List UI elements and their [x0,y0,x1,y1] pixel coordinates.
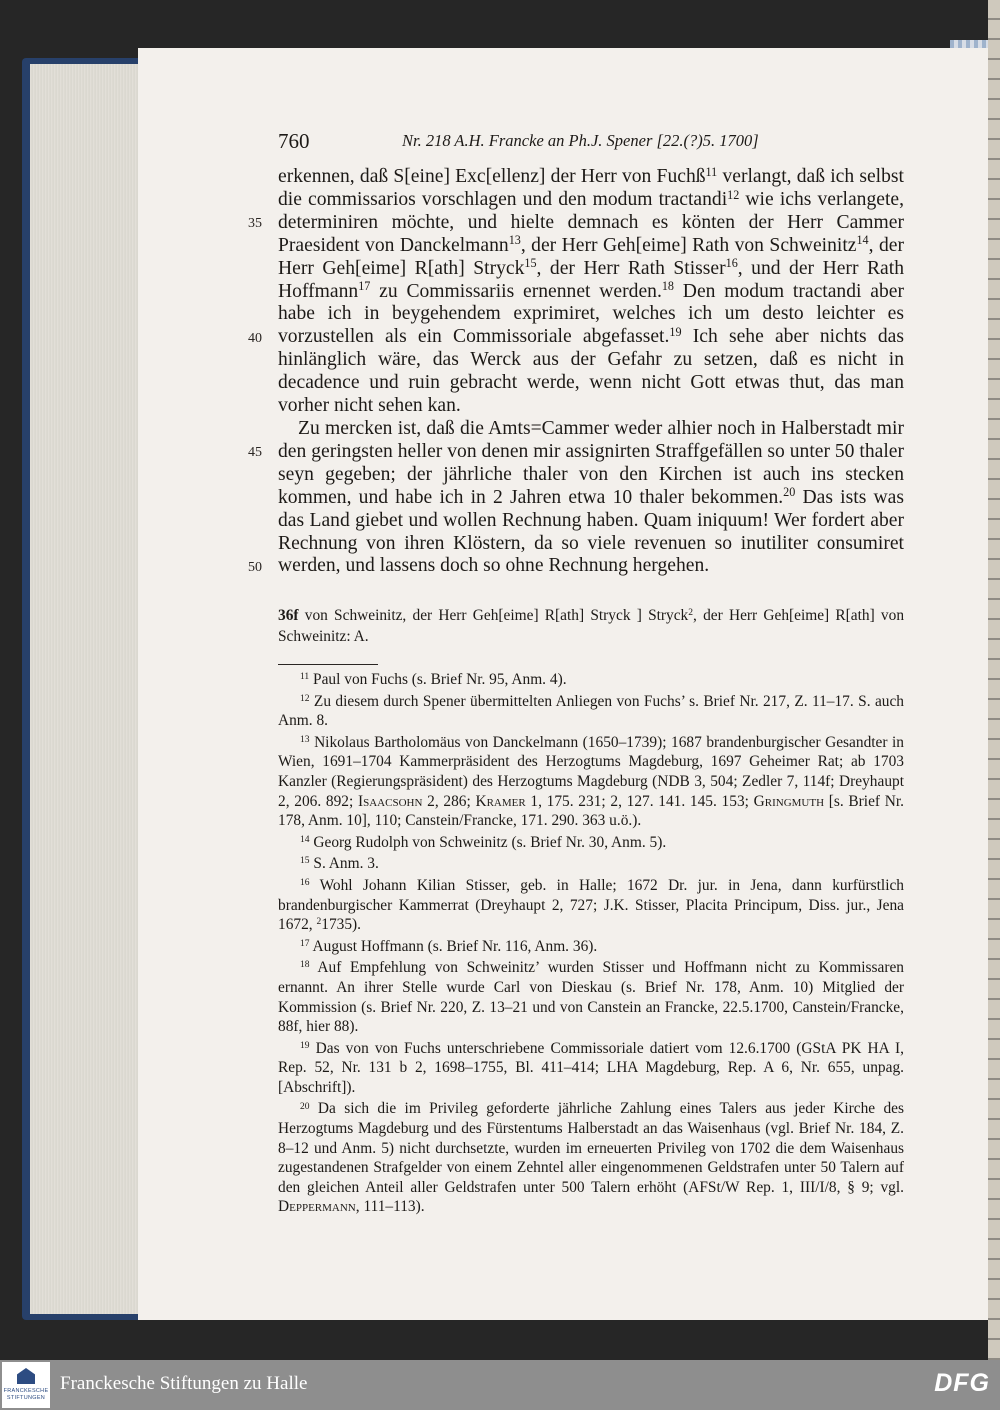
footnote-marker: 19 [669,325,682,340]
text-run: Zu mercken ist, daß die Amts=Cammer weder alhier noch in Halberstadt mir den geringsten heller von denen mir assignirten Straffgefällen so unter 50 thaler seyn gegeben; der jährliche thaler von den Kirchen ist auch ins stecken kommen, und habe ich in 2 Jahren etwa 10 thaler bekommen. [278,417,904,508]
text-run: Zu diesem durch Spener übermittelten Anliegen von Fuchs’ s. Brief Nr. 217, Z. 11–17. S. auch Anm. 8. [278,692,904,730]
text-run: 2, 286; [422,792,476,810]
line-number: 50 [248,560,262,575]
footnote-marker: 19 [300,1039,310,1051]
text-run: , der Herr Geh[eime] R[ath] Stryck [278,234,904,279]
footnote-marker: 16 [300,876,310,888]
dfg-logo[interactable]: DFG [934,1369,990,1397]
footnote-marker: 15 [524,256,537,271]
text-run: Nikolaus Bartholomäus von Danckelmann (1650–1739); 1687 brandenburgischer Gesandter in Wien, 1691–1704 Kammerpräsident des Herzogtums Magdeburg, 1697 Geheimer Rat; ab 1703 Kanzler (Regierungspräsident) des Herzogtums Magdeburg (NDB 3, 504; Zedler 7, 114f; Dreyhaupt 2, 206. 892; [278,733,904,810]
footnote [278,670,904,690]
text-run: Den modum tractandi aber habe ich in beygehendem exprimiret, welches ich um desto leichter es vorzustellen als ein Commissoriale abgefasset. [278,280,904,348]
footnote-marker: 18 [300,959,310,971]
footnote-marker: 18 [661,279,674,294]
apparatus-lemma: 36f [278,607,299,624]
text-run: zu Commissariis ernennet werden. [370,280,662,302]
text-run: 1, 175. 231; 2, 127. 141. 145. 153; [525,792,754,810]
text-run: , und der Herr Rath Hoffmann [278,257,904,302]
footnote-marker: 2 [688,607,694,619]
footnote-marker: 20 [783,485,796,500]
footnote-marker: 12 [727,187,740,202]
footnote-marker: 16 [725,256,738,271]
footnote [278,854,904,874]
institution-name[interactable]: Franckesche Stiftungen zu Halle [60,1373,308,1394]
line-number: 35 [248,216,262,231]
footnote [278,1039,904,1098]
text-run: von Schweinitz, der Herr Geh[eime] R[ath] Stryck ] Stryck [298,607,689,624]
letter-text [278,166,904,578]
running-head-title: Nr. 218 A.H. Francke an Ph.J. Spener [22.(?)5. 1700] [402,131,759,150]
page-number: 760 [278,129,310,153]
text-run: [s. Brief Nr. 178, Anm. 10], 110; Canstein/Francke, 171. 290. 363 u.ö.). [278,792,904,830]
footnote [278,1099,904,1217]
critical-apparatus [278,606,904,647]
footnote-marker: 17 [358,279,371,294]
running-head [278,128,904,154]
viewer-footer [0,1360,1000,1410]
text-run: Wohl Johann Kilian Stisser, geb. in Halle; 1672 Dr. jur. in Jena, dann kurfürstlich brandenburgischer Kammerrat (Dreyhaupt 2, 727; J.K. Stisser, Placita Principum, Diss. jur., Jena 1672, [278,876,904,934]
house-icon [17,1368,35,1384]
text-run: S. Anm. 3. [309,855,379,873]
footnote-marker: 14 [300,833,310,845]
text-run: wie ichs verlangete, determiniren möchte, und hielte demnach es könten der Herr Cammer Praesident von Danckelmann [278,188,904,256]
line-number: 40 [248,331,262,346]
footnote-marker: 13 [508,233,521,248]
page-edges [30,64,140,1314]
footnote-marker: 20 [300,1100,310,1112]
letter-paragraph [278,166,904,418]
text-run: Georg Rudolph von Schweinitz (s. Brief Nr. 30, Anm. 5). [309,833,667,851]
text-run: Auf Empfehlung von Schweinitz’ wurden Stisser und Hoffmann nicht zu Kommissaren ernannt. An ihrer Stelle wurde Carl von Dieskau (s. Brief Nr. 178, Anm. 10) Mitglied der Kommission (s. Brief Nr. 220, Z. 13–21 und von Canstein an Francke, 22.5.1700, Canstein/Francke, 88f, hier 88). [278,959,904,1036]
text-run: , der Herr Geh[eime] Rath von Schweinitz [520,234,857,256]
text-run: August Hoffmann (s. Brief Nr. 116, Anm. 36). [309,937,598,955]
footnote [278,958,904,1036]
footnotes [278,670,904,1219]
logo-text: FRANCKESCHE STIFTUNGEN [3,1388,49,1401]
text-run: , 111–113). [355,1198,425,1216]
footnote-marker: 15 [300,855,310,867]
footnote [278,733,904,831]
measuring-ruler [988,0,1000,1360]
letter-paragraph [278,418,904,578]
text-run: , der Herr Rath Stisser [536,257,726,279]
footnote-rule [278,664,378,665]
author-name: Isaacsohn [357,792,423,810]
author-name: Gringmuth [753,792,825,810]
text-run: Da sich die im Privileg geforderte jährliche Zahlung eines Talers aus jeder Kirche des Herzogtums Magdeburg und des Fürstentums Halberstadt an das Waisenhaus (vgl. Brief Nr. 184, Z. 8–12 und Anm. 5) nicht durchsetzte, wurden im erneuerten Privileg von 1702 die dem Waisenhaus zugestandenen Strafgelder von einem Zehntel aller eingenommenen Geldstrafen unter 50 Talern auf den gleichen Anteil aller Geldstrafen unter 500 Talern erhöht (AFSt/W Rep. 1, III/I/8, § 9; vgl. [278,1100,904,1196]
footnote [278,833,904,853]
footnote-marker: 17 [300,937,310,949]
footnote-marker: 11 [705,164,718,179]
author-name: Kramer [475,792,526,810]
footnote-marker: 13 [300,733,310,745]
text-run: erkennen, daß S[eine] Exc[ellenz] der Herr von Fuchß [278,166,706,187]
text-run: Ich sehe aber nichts das hinlänglich wäre, das Werck aus der Gefahr zu setzen, daß es nicht in decadence und ruin gebracht werde, wenn nicht Gott etwas thut, das man vorher nicht sehen kan. [278,326,905,417]
footnote-marker: 2 [316,916,322,928]
footnote-marker: 12 [300,692,310,704]
footnote [278,692,904,731]
footnote [278,876,904,935]
text-run: Paul von Fuchs (s. Brief Nr. 95, Anm. 4). [309,671,567,688]
franckesche-stiftungen-logo[interactable] [2,1362,50,1408]
author-name: Deppermann [278,1198,356,1216]
apparatus-text [278,607,904,645]
text-run: verlangt, daß ich selbst die commissarios vorschlagen und den modum tractandi [278,166,904,210]
text-run: Das ists was das Land giebet und wollen Rechnung haben. Quam iniquum! Wer fordert aber Rechnung von ihren Klöstern, da so viele revenuen so inutiliter consumiret werden, und lassens doch so ohne Rechnung hergehen. [278,486,904,577]
text-run: 1735). [321,916,362,934]
footnote-marker: 11 [300,671,310,683]
text-run: Das von von Fuchs unterschriebene Commissoriale datiert vom 12.6.1700 (GStA PK HA I, Rep. 52, Nr. 131 b 2, 1698–1755, Bl. 411–414; LHA Magdeburg, Rep. A 6, Nr. 655, unpag. [Abschrift]). [278,1039,904,1096]
footnote [278,937,904,957]
footnote-marker: 14 [856,233,869,248]
line-number: 45 [248,445,262,460]
text-run: , der Herr Geh[eime] R[ath] von Schweinitz: A. [278,607,905,645]
